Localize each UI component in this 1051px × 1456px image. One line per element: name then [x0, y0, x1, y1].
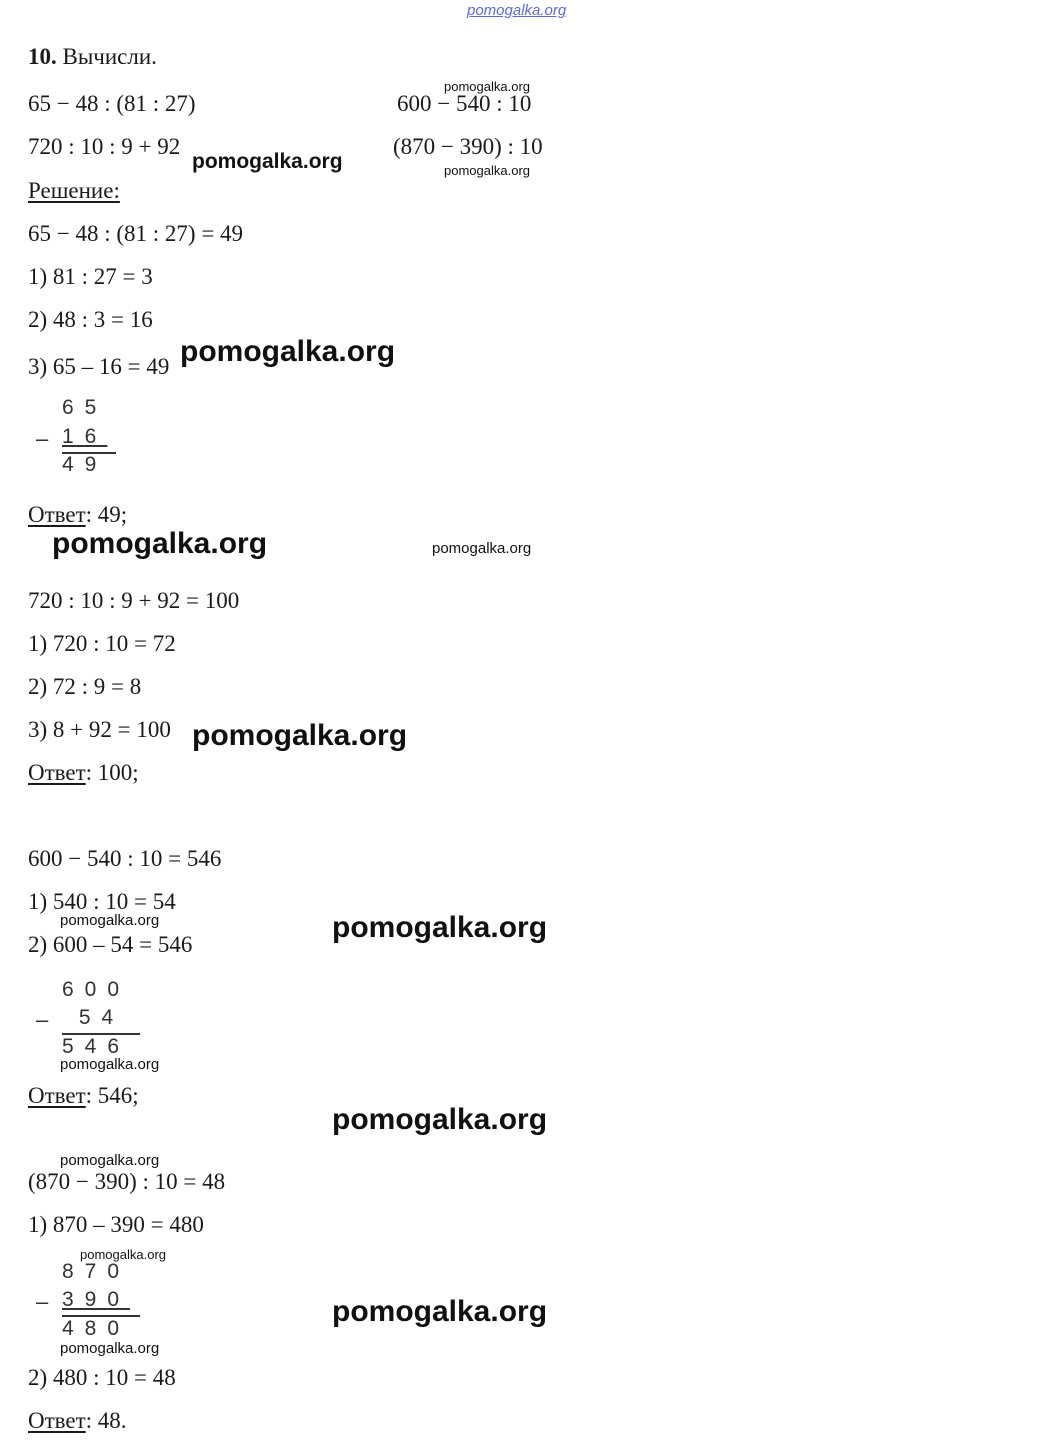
column-result: 49 [62, 453, 108, 476]
equation-2: 720 : 10 : 9 + 92 = 100 [28, 588, 240, 613]
step-1-2: 2) 48 : 3 = 16 [28, 307, 153, 332]
column-top: 65 [62, 396, 108, 419]
task-expression-c: 720 : 10 : 9 + 92 [28, 134, 181, 159]
watermark: pomogalka.org [332, 1295, 548, 1328]
step-2-2: 2) 72 : 9 = 8 [28, 674, 142, 699]
task-heading [28, 44, 157, 70]
step-2-3: 3) 8 + 92 = 100 [28, 717, 171, 742]
watermark: pomogalka.org [432, 540, 532, 557]
column-subtraction-4 [28, 1260, 168, 1345]
equation-1: 65 − 48 : (81 : 27) = 49 [28, 221, 244, 246]
watermark: pomogalka.org [52, 527, 268, 560]
task-expression-b: 600 − 540 : 10 [397, 91, 532, 116]
watermark: pomogalka.org [60, 1152, 160, 1169]
watermark: pomogalka.org [332, 911, 548, 944]
watermark: pomogalka.org [180, 335, 396, 368]
header-watermark[interactable]: pomogalka.org [467, 2, 567, 19]
step-3-2: 2) 600 – 54 = 546 [28, 932, 193, 957]
equation-4: (870 − 390) : 10 = 48 [28, 1169, 226, 1194]
column-result: 480 [62, 1317, 131, 1340]
step-3-1: 1) 540 : 10 = 54 [28, 889, 176, 914]
minus-sign: – [36, 426, 49, 451]
step-1-1: 1) 81 : 27 = 3 [28, 264, 153, 289]
column-subtraction-1 [28, 396, 148, 481]
answer-4: Ответ: 48. [28, 1408, 127, 1433]
watermark: pomogalka.org [192, 150, 343, 173]
task-number: 10. [28, 44, 57, 69]
minus-sign: – [36, 1289, 49, 1314]
task-title: Вычисли. [62, 44, 157, 69]
watermark: pomogalka.org [60, 912, 160, 929]
answer-1: Ответ: 49; [28, 502, 128, 527]
column-result: 546 [62, 1035, 131, 1058]
step-4-1: 1) 870 – 390 = 480 [28, 1212, 204, 1237]
watermark: pomogalka.org [60, 1056, 160, 1073]
column-top: 870 [62, 1260, 131, 1283]
column-bottom: 54 [62, 1006, 125, 1029]
column-subtraction-3 [28, 978, 168, 1063]
solution-label: Решение: [28, 178, 120, 203]
answer-2: Ответ: 100; [28, 760, 139, 785]
task-expression-a: 65 − 48 : (81 : 27) [28, 91, 196, 116]
watermark: pomogalka.org [444, 79, 530, 94]
step-4-2: 2) 480 : 10 = 48 [28, 1365, 176, 1390]
column-bottom: 390 [62, 1288, 131, 1311]
task-expression-d: (870 − 390) : 10 [393, 134, 543, 159]
column-bottom: 16 [62, 425, 108, 448]
watermark: pomogalka.org [60, 1340, 160, 1357]
equation-3: 600 − 540 : 10 = 546 [28, 846, 222, 871]
minus-sign: – [36, 1007, 49, 1032]
watermark: pomogalka.org [444, 163, 530, 178]
answer-3: Ответ: 546; [28, 1083, 139, 1108]
step-2-1: 1) 720 : 10 = 72 [28, 631, 176, 656]
watermark: pomogalka.org [332, 1103, 548, 1136]
watermark: pomogalka.org [80, 1247, 166, 1262]
watermark: pomogalka.org [192, 719, 408, 752]
column-top: 600 [62, 978, 131, 1001]
step-1-3: 3) 65 – 16 = 49 [28, 354, 170, 379]
